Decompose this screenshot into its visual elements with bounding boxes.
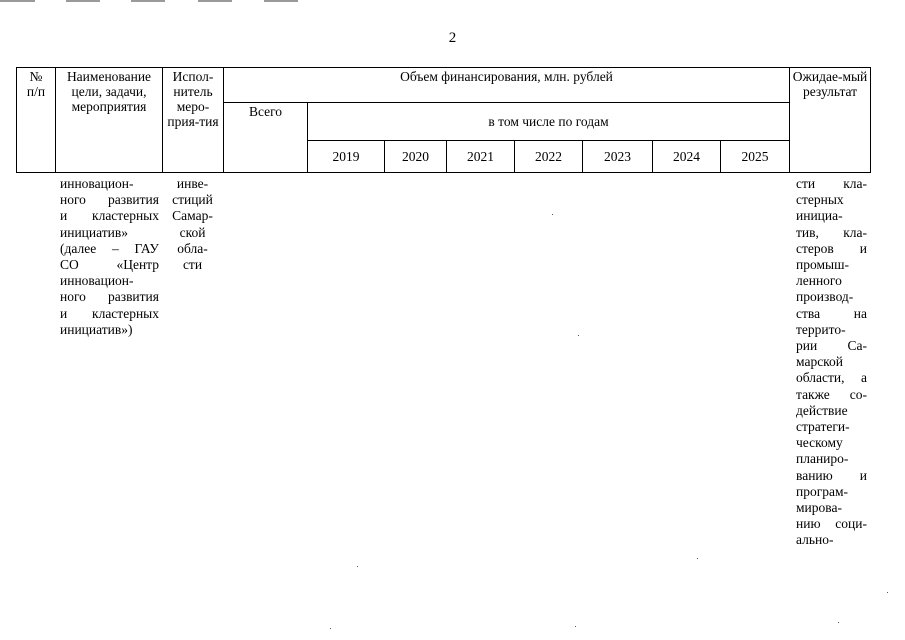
result-line: ально-: [796, 532, 834, 548]
year-header: 2022: [515, 141, 583, 173]
scan-edge-mark: [198, 0, 232, 2]
executor-line: ской: [179, 224, 206, 240]
col-executor-header: Испол-нитель меро-прия-тия: [163, 68, 224, 173]
year-header: 2023: [583, 141, 653, 173]
col-number-header: № п/п: [17, 68, 56, 173]
result-line: террито-: [796, 321, 846, 337]
executor-line: обла-: [177, 240, 208, 256]
scan-speck: [838, 622, 839, 623]
executor-line: Самар-: [172, 208, 213, 224]
year-header: 2020: [385, 141, 447, 173]
year-header: 2024: [653, 141, 721, 173]
scan-speck: [357, 566, 358, 567]
executor-line: инве-: [176, 176, 209, 191]
name-cell: [60, 176, 159, 338]
result-line: области, а: [796, 370, 867, 386]
name-line: и кластерных: [60, 208, 159, 224]
result-line: ванию и: [796, 467, 867, 483]
name-line: и кластерных: [60, 305, 159, 321]
name-line: (далее – ГАУ: [60, 240, 159, 256]
page-number: 2: [448, 30, 457, 46]
result-cell: [796, 176, 867, 549]
scan-edge-mark: [264, 0, 298, 2]
scan-speck: [887, 592, 888, 593]
year-header: 2019: [308, 141, 385, 173]
scan-speck: [552, 214, 553, 215]
scan-edge-mark: [0, 0, 35, 2]
result-line: планиро-: [796, 451, 849, 467]
year-header: 2021: [447, 141, 515, 173]
scan-edge-mark: [66, 0, 100, 2]
funding-table-header: [16, 67, 871, 173]
result-line: производ-: [796, 289, 854, 305]
result-line: стеров и: [796, 240, 867, 256]
col-total-header: Всего: [224, 103, 308, 173]
scan-speck: [697, 558, 698, 559]
result-line: стерных: [796, 192, 844, 208]
name-line: инновацион-: [60, 273, 134, 289]
name-line: инициатив»: [60, 224, 129, 240]
result-line: действие: [796, 402, 848, 418]
year-header: 2025: [721, 141, 790, 173]
executor-cell: [169, 176, 216, 273]
result-line: промыш-: [796, 257, 849, 273]
result-line: нию соци-: [796, 516, 867, 532]
executor-line: стиций: [172, 192, 213, 208]
name-line: инновацион-: [60, 176, 134, 191]
result-line: тив, кла-: [796, 224, 867, 240]
result-line: ленного: [796, 273, 842, 289]
result-line: рии Са-: [796, 338, 867, 354]
result-line: ства на: [796, 305, 867, 321]
scan-edge-mark: [131, 0, 165, 2]
col-name-header: Наименование цели, задачи, мероприятия: [56, 68, 163, 173]
executor-line: сти: [182, 257, 203, 273]
result-line: сти кла-: [796, 176, 867, 191]
name-line: ного развития: [60, 192, 159, 208]
result-line: также со-: [796, 386, 867, 402]
result-line: инициа-: [796, 208, 843, 224]
name-line: СО «Центр: [60, 257, 159, 273]
result-line: програм-: [796, 483, 849, 499]
result-line: ческому: [796, 435, 843, 451]
name-line: ного развития: [60, 289, 159, 305]
name-line: инициатив»): [60, 321, 133, 337]
col-by-years-header: в том числе по годам: [308, 103, 790, 141]
result-line: стратеги-: [796, 419, 850, 435]
scan-speck: [575, 626, 576, 627]
result-line: мирова-: [796, 500, 842, 516]
scan-speck: [578, 335, 579, 336]
col-result-header: Ожидае-мый результат: [790, 68, 871, 173]
col-funding-header: Объем финансирования, млн. рублей: [224, 68, 790, 103]
scan-speck: [330, 628, 331, 629]
result-line: марской: [796, 354, 844, 370]
